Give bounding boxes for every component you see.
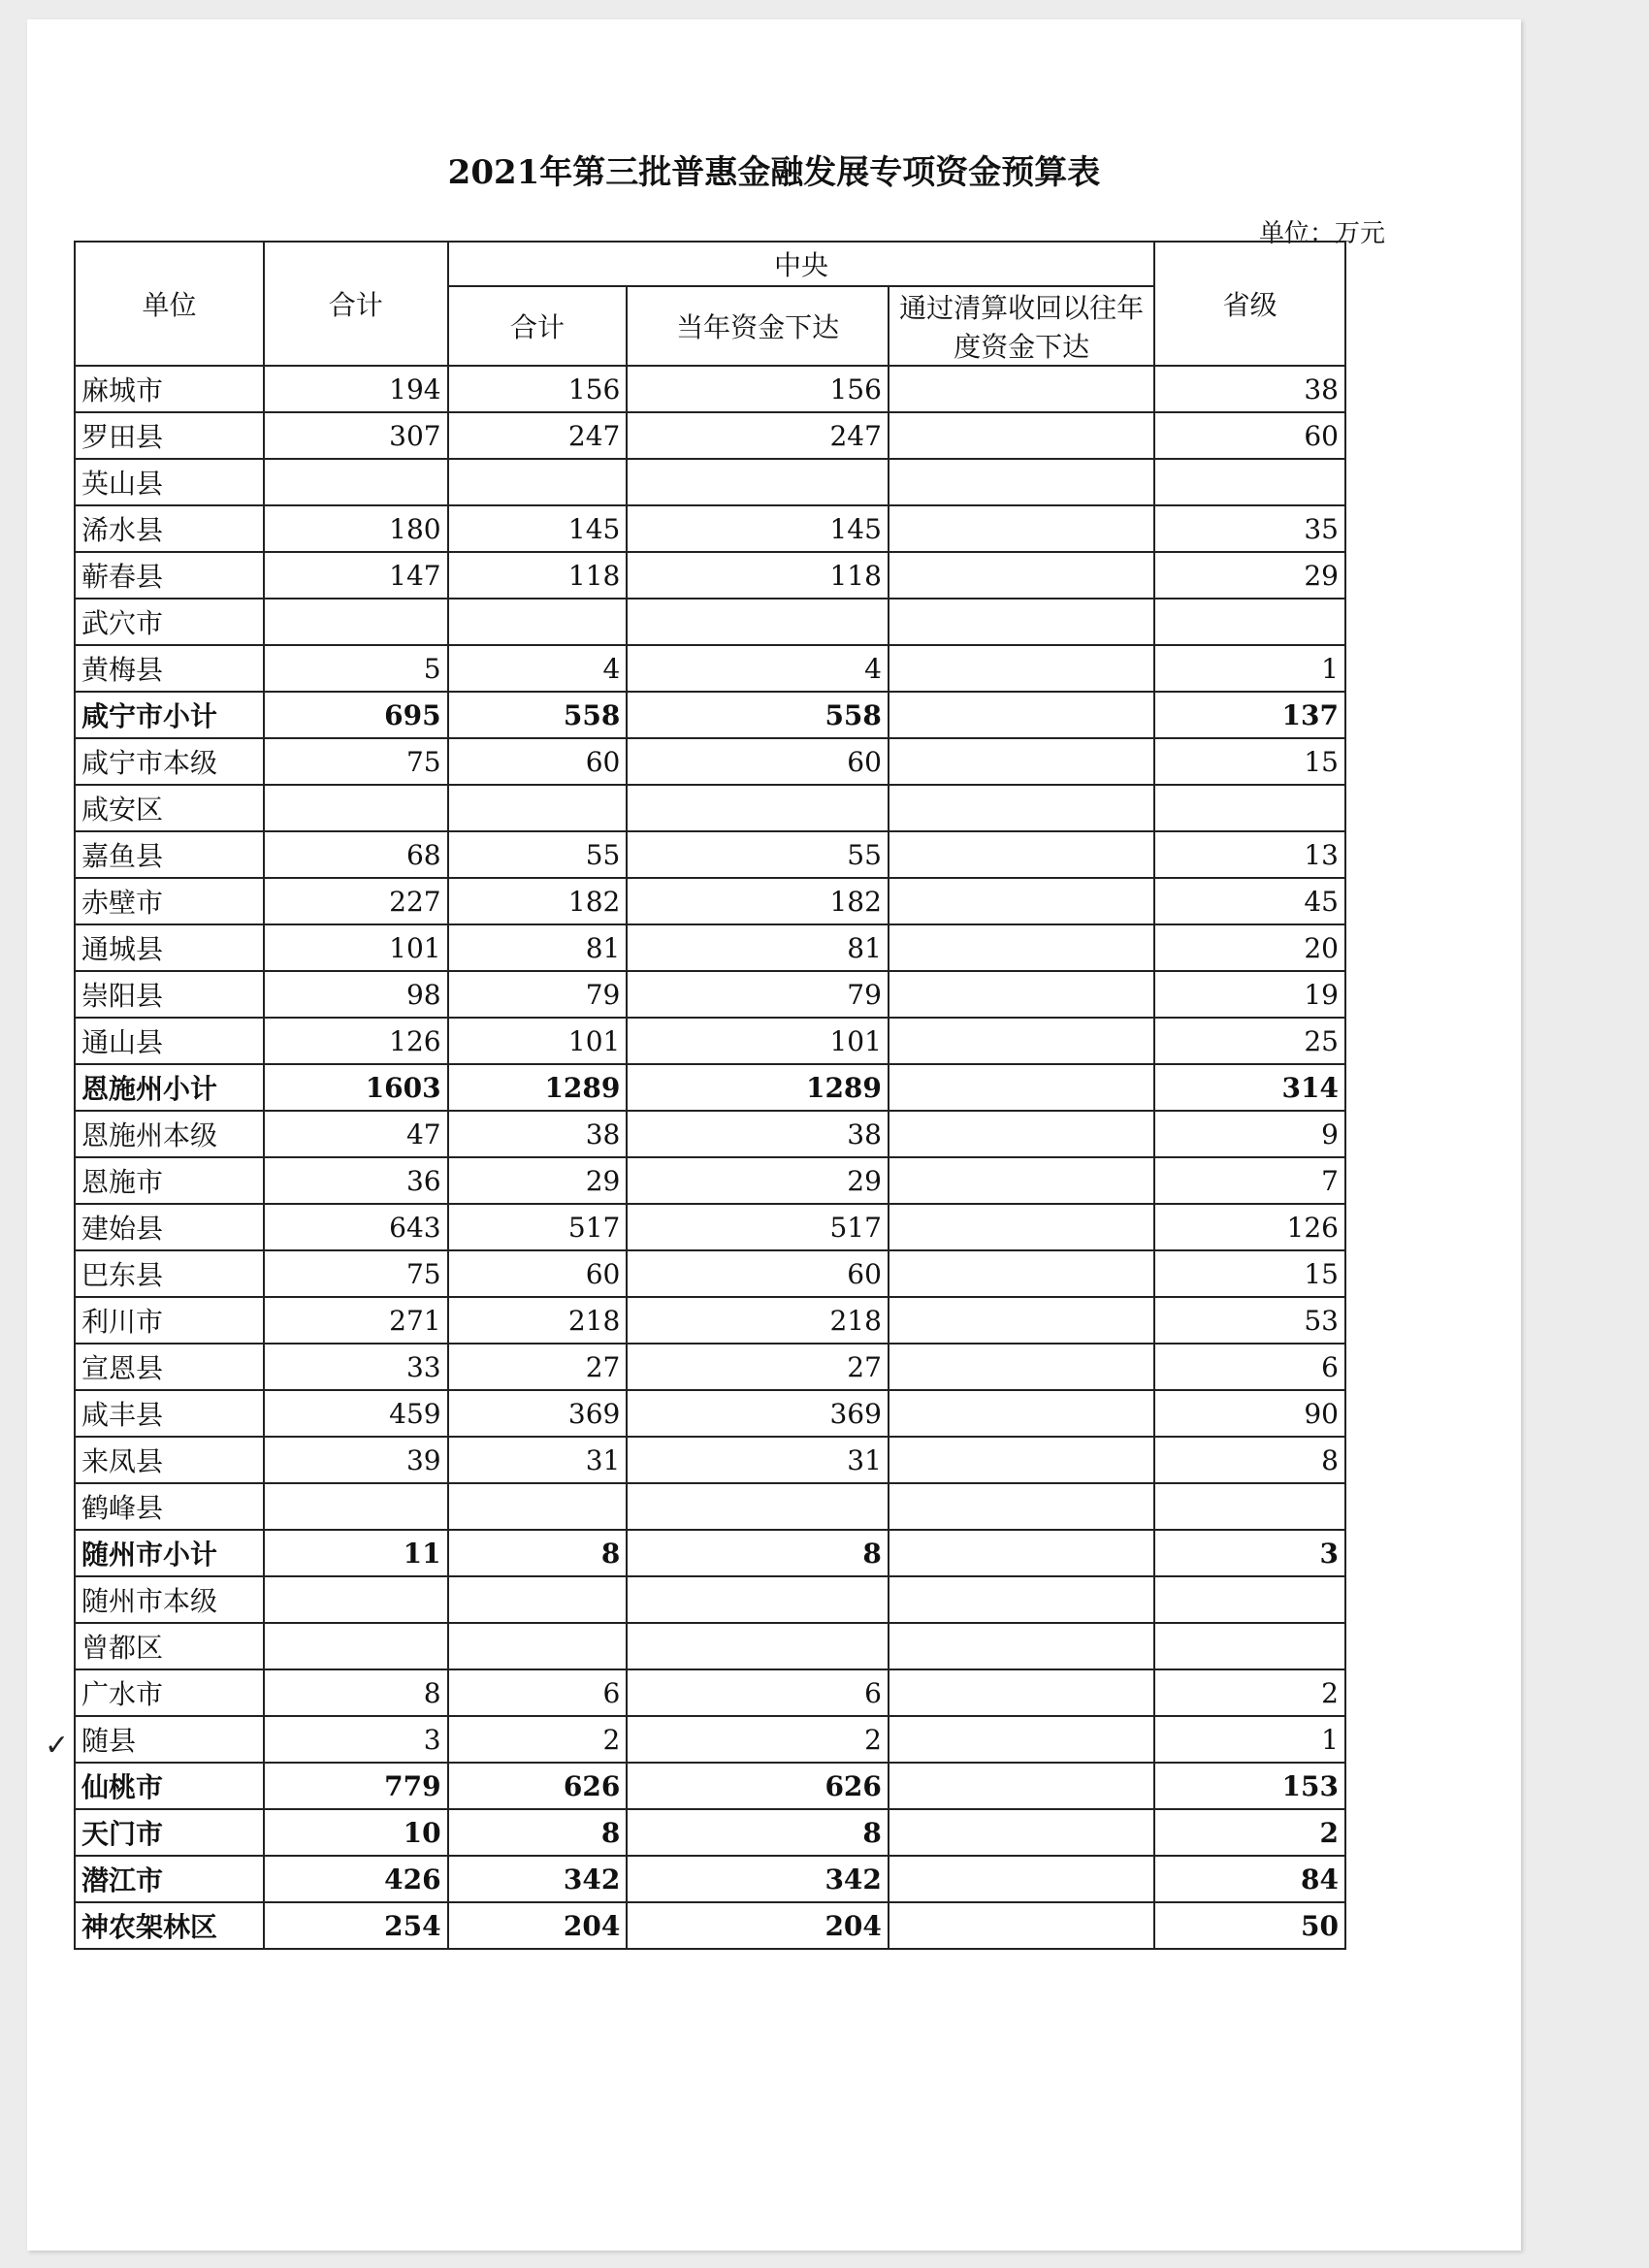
cell-current-year: 182 <box>627 878 889 924</box>
cell-current-year: 29 <box>627 1157 889 1204</box>
cell-unit-name: 麻城市 <box>75 366 264 412</box>
cell-total <box>264 599 448 645</box>
cell-current-year <box>627 599 889 645</box>
cell-central-total: 1289 <box>448 1064 628 1111</box>
cell-central-total: 517 <box>448 1204 628 1250</box>
cell-provincial: 13 <box>1154 831 1345 878</box>
cell-recovered <box>889 785 1154 831</box>
cell-provincial <box>1154 459 1345 505</box>
cell-provincial: 84 <box>1154 1856 1345 1902</box>
table-row <box>75 599 1345 645</box>
table-header <box>75 242 1345 366</box>
cell-total: 11 <box>264 1530 448 1576</box>
cell-recovered <box>889 878 1154 924</box>
cell-provincial: 35 <box>1154 505 1345 552</box>
cell-provincial: 314 <box>1154 1064 1345 1111</box>
cell-central-total: 204 <box>448 1902 628 1949</box>
cell-current-year: 4 <box>627 645 889 692</box>
cell-provincial: 8 <box>1154 1437 1345 1483</box>
cell-provincial: 2 <box>1154 1809 1345 1856</box>
cell-unit-name: 鹤峰县 <box>75 1483 264 1530</box>
cell-central-total: 29 <box>448 1157 628 1204</box>
cell-current-year: 27 <box>627 1344 889 1390</box>
cell-provincial: 153 <box>1154 1763 1345 1809</box>
cell-central-total: 31 <box>448 1437 628 1483</box>
cell-recovered <box>889 831 1154 878</box>
cell-unit-name: 广水市 <box>75 1669 264 1716</box>
table-row <box>75 645 1345 692</box>
cell-provincial <box>1154 1576 1345 1623</box>
cell-current-year: 218 <box>627 1297 889 1344</box>
cell-recovered <box>889 738 1154 785</box>
cell-recovered <box>889 1390 1154 1437</box>
cell-total: 68 <box>264 831 448 878</box>
cell-unit-name: 罗田县 <box>75 412 264 459</box>
table-row <box>75 738 1345 785</box>
cell-provincial: 29 <box>1154 552 1345 599</box>
cell-current-year: 247 <box>627 412 889 459</box>
cell-total: 271 <box>264 1297 448 1344</box>
cell-total: 194 <box>264 366 448 412</box>
table-row <box>75 505 1345 552</box>
cell-recovered <box>889 971 1154 1018</box>
cell-provincial <box>1154 785 1345 831</box>
cell-total: 98 <box>264 971 448 1018</box>
cell-central-total: 156 <box>448 366 628 412</box>
table-row <box>75 971 1345 1018</box>
cell-current-year: 60 <box>627 738 889 785</box>
header-recovered: 通过清算收回以往年度资金下达 <box>889 286 1154 366</box>
cell-recovered <box>889 645 1154 692</box>
cell-total: 695 <box>264 692 448 738</box>
cell-current-year: 1289 <box>627 1064 889 1111</box>
table-row <box>75 1250 1345 1297</box>
cell-total: 39 <box>264 1437 448 1483</box>
cell-provincial: 38 <box>1154 366 1345 412</box>
cell-recovered <box>889 1250 1154 1297</box>
table-row <box>75 1716 1345 1763</box>
cell-provincial: 9 <box>1154 1111 1345 1157</box>
header-provincial: 省级 <box>1154 242 1345 366</box>
cell-recovered <box>889 1669 1154 1716</box>
cell-total <box>264 459 448 505</box>
cell-provincial: 7 <box>1154 1157 1345 1204</box>
header-unit: 单位 <box>75 242 264 366</box>
table-body <box>75 366 1345 1949</box>
cell-provincial: 90 <box>1154 1390 1345 1437</box>
cell-unit-name: 嘉鱼县 <box>75 831 264 878</box>
cell-central-total: 6 <box>448 1669 628 1716</box>
cell-recovered <box>889 1064 1154 1111</box>
cell-provincial: 3 <box>1154 1530 1345 1576</box>
cell-total: 643 <box>264 1204 448 1250</box>
cell-recovered <box>889 1716 1154 1763</box>
cell-recovered <box>889 1856 1154 1902</box>
cell-provincial: 2 <box>1154 1669 1345 1716</box>
cell-provincial: 15 <box>1154 1250 1345 1297</box>
cell-total: 47 <box>264 1111 448 1157</box>
cell-unit-name: 随州市小计 <box>75 1530 264 1576</box>
table-row <box>75 412 1345 459</box>
cell-provincial: 45 <box>1154 878 1345 924</box>
cell-current-year: 342 <box>627 1856 889 1902</box>
cell-total: 8 <box>264 1669 448 1716</box>
budget-table <box>74 241 1346 1950</box>
cell-unit-name: 曾都区 <box>75 1623 264 1669</box>
cell-central-total <box>448 1576 628 1623</box>
table-row <box>75 1344 1345 1390</box>
cell-unit-name: 蕲春县 <box>75 552 264 599</box>
cell-unit-name: 浠水县 <box>75 505 264 552</box>
table-row <box>75 1111 1345 1157</box>
cell-provincial: 60 <box>1154 412 1345 459</box>
cell-recovered <box>889 505 1154 552</box>
cell-provincial: 53 <box>1154 1297 1345 1344</box>
cell-recovered <box>889 1111 1154 1157</box>
cell-unit-name: 英山县 <box>75 459 264 505</box>
cell-current-year: 38 <box>627 1111 889 1157</box>
cell-total <box>264 1483 448 1530</box>
cell-unit-name: 随县 <box>75 1716 264 1763</box>
cell-unit-name: 神农架林区 <box>75 1902 264 1949</box>
cell-total <box>264 1623 448 1669</box>
cell-total: 459 <box>264 1390 448 1437</box>
table-row <box>75 552 1345 599</box>
table-row <box>75 1902 1345 1949</box>
cell-provincial: 6 <box>1154 1344 1345 1390</box>
cell-unit-name: 恩施州小计 <box>75 1064 264 1111</box>
cell-unit-name: 来凤县 <box>75 1437 264 1483</box>
cell-current-year: 101 <box>627 1018 889 1064</box>
header-total: 合计 <box>264 242 448 366</box>
cell-recovered <box>889 1623 1154 1669</box>
table-row <box>75 1064 1345 1111</box>
cell-provincial <box>1154 599 1345 645</box>
cell-central-total: 342 <box>448 1856 628 1902</box>
cell-current-year: 626 <box>627 1763 889 1809</box>
cell-current-year: 517 <box>627 1204 889 1250</box>
cell-current-year <box>627 459 889 505</box>
cell-current-year: 6 <box>627 1669 889 1716</box>
cell-recovered <box>889 1763 1154 1809</box>
cell-central-total: 60 <box>448 738 628 785</box>
cell-provincial <box>1154 1483 1345 1530</box>
table-row <box>75 878 1345 924</box>
cell-recovered <box>889 924 1154 971</box>
cell-unit-name: 武穴市 <box>75 599 264 645</box>
cell-recovered <box>889 1297 1154 1344</box>
cell-current-year: 118 <box>627 552 889 599</box>
cell-current-year: 145 <box>627 505 889 552</box>
cell-provincial: 20 <box>1154 924 1345 971</box>
cell-unit-name: 恩施州本级 <box>75 1111 264 1157</box>
cell-total: 147 <box>264 552 448 599</box>
cell-total: 5 <box>264 645 448 692</box>
cell-unit-name: 潜江市 <box>75 1856 264 1902</box>
cell-unit-name: 利川市 <box>75 1297 264 1344</box>
table-row <box>75 1157 1345 1204</box>
cell-recovered <box>889 599 1154 645</box>
cell-unit-name: 黄梅县 <box>75 645 264 692</box>
cell-unit-name: 咸宁市本级 <box>75 738 264 785</box>
cell-current-year <box>627 1483 889 1530</box>
cell-current-year: 31 <box>627 1437 889 1483</box>
cell-total: 33 <box>264 1344 448 1390</box>
cell-current-year: 81 <box>627 924 889 971</box>
cell-unit-name: 通山县 <box>75 1018 264 1064</box>
cell-recovered <box>889 366 1154 412</box>
cell-central-total: 38 <box>448 1111 628 1157</box>
cell-central-total: 182 <box>448 878 628 924</box>
cell-recovered <box>889 1437 1154 1483</box>
cell-unit-name: 崇阳县 <box>75 971 264 1018</box>
table-row <box>75 1204 1345 1250</box>
cell-total: 426 <box>264 1856 448 1902</box>
cell-unit-name: 通城县 <box>75 924 264 971</box>
cell-central-total: 8 <box>448 1809 628 1856</box>
cell-total: 126 <box>264 1018 448 1064</box>
cell-total: 227 <box>264 878 448 924</box>
cell-total: 254 <box>264 1902 448 1949</box>
cell-recovered <box>889 1530 1154 1576</box>
cell-central-total <box>448 1623 628 1669</box>
table-row <box>75 692 1345 738</box>
cell-total <box>264 1576 448 1623</box>
cell-central-total: 218 <box>448 1297 628 1344</box>
cell-total: 75 <box>264 738 448 785</box>
cell-recovered <box>889 552 1154 599</box>
cell-total: 75 <box>264 1250 448 1297</box>
cell-current-year: 8 <box>627 1809 889 1856</box>
cell-total: 101 <box>264 924 448 971</box>
cell-provincial: 1 <box>1154 1716 1345 1763</box>
cell-recovered <box>889 1157 1154 1204</box>
cell-current-year: 60 <box>627 1250 889 1297</box>
cell-unit-name: 巴东县 <box>75 1250 264 1297</box>
header-central-total: 合计 <box>448 286 628 366</box>
cell-recovered <box>889 692 1154 738</box>
table-row <box>75 1018 1345 1064</box>
cell-central-total: 4 <box>448 645 628 692</box>
checkmark-icon: ✓ <box>45 1729 70 1763</box>
document-page <box>27 19 1521 2251</box>
cell-provincial: 1 <box>1154 645 1345 692</box>
cell-central-total: 2 <box>448 1716 628 1763</box>
table-row <box>75 366 1345 412</box>
unit-note: 单位：万元 <box>1258 219 1385 248</box>
cell-central-total: 247 <box>448 412 628 459</box>
cell-current-year: 369 <box>627 1390 889 1437</box>
cell-current-year <box>627 785 889 831</box>
cell-unit-name: 咸安区 <box>75 785 264 831</box>
cell-total: 779 <box>264 1763 448 1809</box>
cell-recovered <box>889 412 1154 459</box>
cell-unit-name: 仙桃市 <box>75 1763 264 1809</box>
table-row <box>75 1809 1345 1856</box>
table-row <box>75 1483 1345 1530</box>
cell-recovered <box>889 1902 1154 1949</box>
cell-unit-name: 宣恩县 <box>75 1344 264 1390</box>
cell-total <box>264 785 448 831</box>
table-row <box>75 1437 1345 1483</box>
cell-central-total: 558 <box>448 692 628 738</box>
cell-central-total: 60 <box>448 1250 628 1297</box>
table-row <box>75 1530 1345 1576</box>
cell-recovered <box>889 1018 1154 1064</box>
table-row <box>75 1576 1345 1623</box>
cell-recovered <box>889 1576 1154 1623</box>
cell-recovered <box>889 1483 1154 1530</box>
cell-recovered <box>889 1809 1154 1856</box>
cell-central-total: 27 <box>448 1344 628 1390</box>
cell-provincial <box>1154 1623 1345 1669</box>
cell-current-year <box>627 1576 889 1623</box>
cell-total: 3 <box>264 1716 448 1763</box>
header-central: 中央 <box>448 242 1155 286</box>
cell-current-year: 8 <box>627 1530 889 1576</box>
cell-current-year: 2 <box>627 1716 889 1763</box>
cell-total: 1603 <box>264 1064 448 1111</box>
table-row <box>75 1763 1345 1809</box>
cell-total: 180 <box>264 505 448 552</box>
cell-central-total: 626 <box>448 1763 628 1809</box>
cell-central-total: 55 <box>448 831 628 878</box>
table-row <box>75 1390 1345 1437</box>
cell-central-total: 81 <box>448 924 628 971</box>
table-row <box>75 924 1345 971</box>
cell-central-total: 101 <box>448 1018 628 1064</box>
cell-unit-name: 咸丰县 <box>75 1390 264 1437</box>
cell-central-total: 369 <box>448 1390 628 1437</box>
cell-total: 36 <box>264 1157 448 1204</box>
cell-central-total: 79 <box>448 971 628 1018</box>
cell-current-year: 79 <box>627 971 889 1018</box>
table-row <box>75 1856 1345 1902</box>
table-row <box>75 831 1345 878</box>
header-current-year: 当年资金下达 <box>627 286 889 366</box>
page-title: 2021年第三批普惠金融发展专项资金预算表 <box>447 153 1101 192</box>
cell-central-total <box>448 459 628 505</box>
cell-central-total: 118 <box>448 552 628 599</box>
cell-central-total <box>448 785 628 831</box>
cell-provincial: 137 <box>1154 692 1345 738</box>
cell-central-total <box>448 599 628 645</box>
cell-provincial: 126 <box>1154 1204 1345 1250</box>
cell-current-year: 558 <box>627 692 889 738</box>
cell-central-total: 145 <box>448 505 628 552</box>
cell-total: 307 <box>264 412 448 459</box>
cell-total: 10 <box>264 1809 448 1856</box>
cell-provincial: 50 <box>1154 1902 1345 1949</box>
cell-unit-name: 赤壁市 <box>75 878 264 924</box>
cell-unit-name: 咸宁市小计 <box>75 692 264 738</box>
cell-provincial: 15 <box>1154 738 1345 785</box>
cell-recovered <box>889 1204 1154 1250</box>
cell-unit-name: 建始县 <box>75 1204 264 1250</box>
cell-unit-name: 随州市本级 <box>75 1576 264 1623</box>
cell-current-year: 55 <box>627 831 889 878</box>
table-row <box>75 1623 1345 1669</box>
cell-current-year <box>627 1623 889 1669</box>
cell-unit-name: 恩施市 <box>75 1157 264 1204</box>
table-row <box>75 459 1345 505</box>
table-row <box>75 1669 1345 1716</box>
cell-current-year: 156 <box>627 366 889 412</box>
cell-central-total <box>448 1483 628 1530</box>
cell-recovered <box>889 459 1154 505</box>
cell-provincial: 25 <box>1154 1018 1345 1064</box>
table-row <box>75 1297 1345 1344</box>
cell-unit-name: 天门市 <box>75 1809 264 1856</box>
cell-central-total: 8 <box>448 1530 628 1576</box>
cell-provincial: 19 <box>1154 971 1345 1018</box>
table-row <box>75 785 1345 831</box>
cell-current-year: 204 <box>627 1902 889 1949</box>
cell-recovered <box>889 1344 1154 1390</box>
